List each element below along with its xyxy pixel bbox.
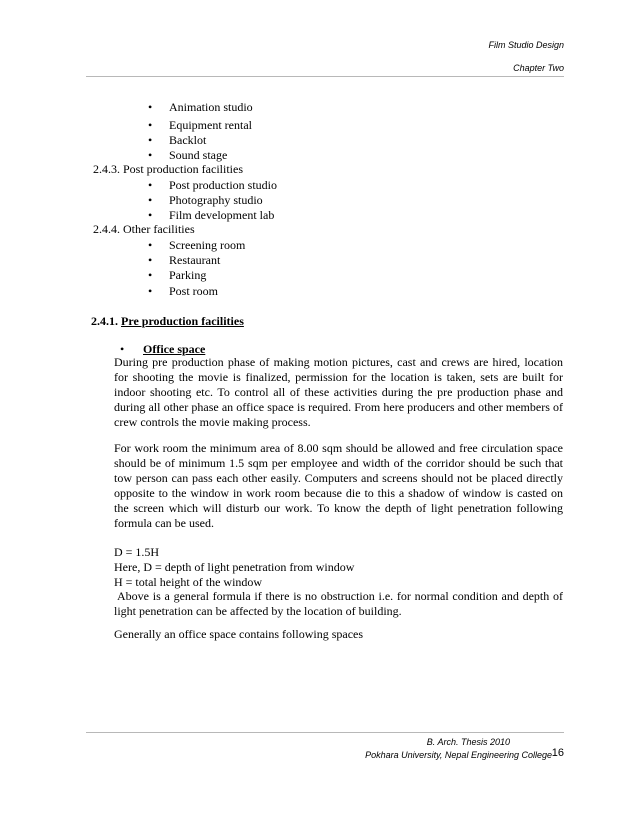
header-rule bbox=[86, 76, 564, 77]
footer-rule bbox=[86, 732, 564, 733]
list-item: • Screening room bbox=[148, 238, 246, 252]
list-item: • Parking bbox=[148, 268, 207, 282]
list-item: • Backlot bbox=[148, 133, 207, 147]
formula-definition-1: Here, D = depth of light penetration from window bbox=[114, 560, 355, 574]
paragraph-1: During pre production phase of making motion pictures, cast and crews are hired, location for shooting the movie is finalized, permission for the location is taken, sets are built for indoor shooting etc. To control all of these activities during the pre production phase and during all other phase an office space is required. From here producers and other members of crew controls the movie making process. bbox=[114, 355, 563, 429]
list-item: • Photography studio bbox=[148, 193, 263, 207]
list-item: • Post production studio bbox=[148, 178, 278, 192]
paragraph-4: Generally an office space contains following spaces bbox=[114, 627, 364, 641]
paragraph-2: For work room the minimum area of 8.00 sqm should be allowed and free circulation space should be of minimum 1.5 sqm per employee and width of the corridor should be such that tow person can pass each other easily. Computers and screens should not be placed directly opposite to the window in work room because die to this a shadow of window is casted on the screen which will disturb our work. To know the depth of light penetration following formula can be used. bbox=[114, 441, 563, 530]
office-space-heading: • Office space bbox=[120, 342, 206, 356]
list-item: • Post room bbox=[148, 284, 219, 298]
list-item: • Film development lab bbox=[148, 208, 275, 222]
list-item: • Restaurant bbox=[148, 253, 221, 267]
header-title: Film Studio Design bbox=[488, 40, 564, 50]
office-space-title: Office space bbox=[143, 342, 206, 356]
footer-thesis: B. Arch. Thesis 2010 bbox=[426, 737, 510, 747]
formula-definition-2: H = total height of the window bbox=[114, 575, 263, 589]
list-item: • Sound stage bbox=[148, 148, 228, 162]
section-title: Pre production facilities bbox=[121, 314, 244, 328]
section-number: 2.4.1. bbox=[91, 314, 118, 328]
formula: D = 1.5H bbox=[114, 545, 160, 559]
section-heading bbox=[91, 314, 244, 329]
paragraph-3: Above is a general formula if there is no obstruction i.e. for normal condition and depth of light penetration can be affected by the location of building. bbox=[114, 589, 563, 618]
footer-institution: Pokhara University, Nepal Engineering College bbox=[365, 750, 552, 760]
list-item: • Animation studio bbox=[148, 100, 253, 114]
list-item: • Equipment rental bbox=[148, 118, 252, 132]
subsection-heading: 2.4.4. Other facilities bbox=[93, 222, 195, 236]
header-chapter: Chapter Two bbox=[513, 63, 564, 73]
subsection-heading: 2.4.3. Post production facilities bbox=[93, 162, 243, 176]
page-number: 16 bbox=[551, 747, 564, 759]
